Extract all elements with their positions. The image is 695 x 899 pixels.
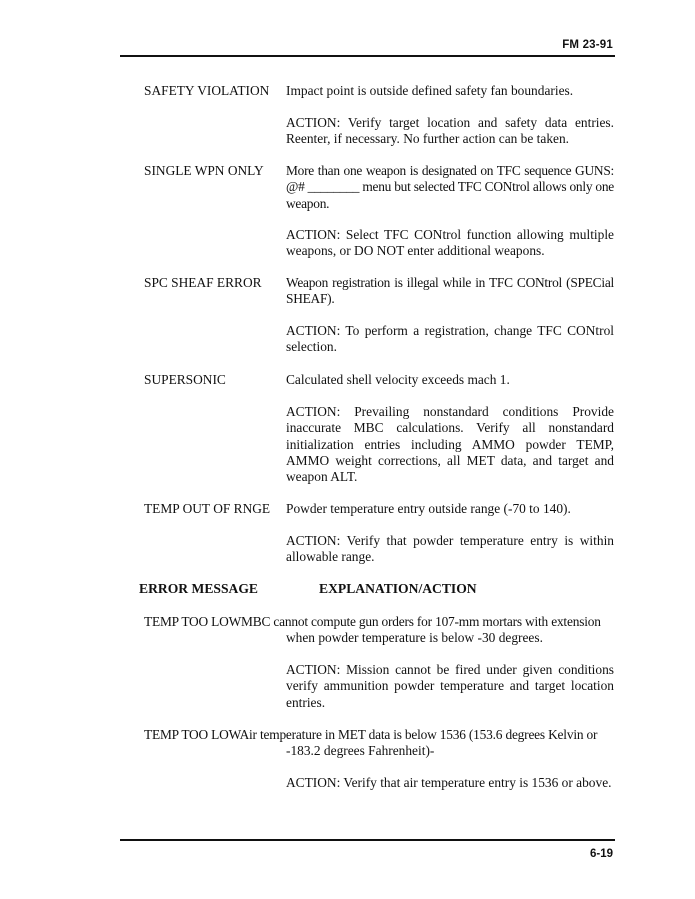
error-action: ACTION: To perform a registration, change TFC CONtrol selection.: [286, 323, 614, 355]
error-term: TEMP TOO LOW: [144, 614, 242, 629]
error-term: SUPERSONIC: [144, 372, 226, 387]
error-explanation: Powder temperature entry outside range (-70 to 140).: [286, 501, 571, 516]
header-rule: [120, 55, 615, 57]
error-explanation: Weapon registration is illegal while in TFC CONtrol (SPECial SHEAF).: [286, 275, 614, 307]
error-term: TEMP OUT OF RNGE: [144, 501, 271, 516]
column-heading-error-message: ERROR MESSAGE: [139, 581, 258, 596]
error-explanation-line: MBC cannot compute gun orders for 107-mm mortars with extension: [241, 614, 601, 629]
error-explanation: Calculated shell velocity exceeds mach 1.: [286, 372, 510, 387]
footer-rule: [120, 839, 615, 841]
error-explanation-line: Air temperature in MET data is below 1536 (153.6 degrees Kelvin or: [239, 727, 598, 742]
error-entry-inline: [144, 614, 614, 630]
error-term: TEMP TOO LOW: [144, 727, 240, 742]
error-explanation-continued: when powder temperature is below -30 degrees.: [286, 630, 543, 645]
document-id: FM 23-91: [562, 39, 613, 51]
error-term: SAFETY VIOLATION: [144, 83, 270, 98]
error-explanation: More than one weapon is designated on TFC sequence GUNS: @# ________ menu but selected TFC CONtrol allows only one weapon.: [286, 163, 614, 211]
error-action: ACTION: Mission cannot be fired under given conditions verify ammunition powder temperature and target location entries.: [286, 662, 614, 710]
column-heading-explanation-action: EXPLANATION/ACTION: [319, 581, 477, 596]
error-entry-inline: [144, 727, 614, 743]
error-term: SINGLE WPN ONLY: [144, 163, 264, 178]
error-term: SPC SHEAF ERROR: [144, 275, 262, 290]
error-action: ACTION: Verify that powder temperature entry is within allowable range.: [286, 533, 614, 565]
error-action: ACTION: Verify that air temperature entry is 1536 or above.: [286, 775, 612, 790]
page-number: 6-19: [589, 848, 613, 860]
error-action: ACTION: Verify target location and safety data entries. Reenter, if necessary. No further action can be taken.: [286, 115, 614, 147]
error-action: ACTION: Prevailing nonstandard conditions Provide inaccurate MBC calculations. Verify all nonstandard initialization entries including AMMO powder TEMP, AMMO weight corrections, all MET data, and target and weapon ALT.: [286, 404, 614, 485]
error-explanation: Impact point is outside defined safety fan boundaries.: [286, 83, 574, 98]
error-explanation-continued: -183.2 degrees Fahrenheit)-: [286, 743, 435, 758]
error-action: ACTION: Select TFC CONtrol function allowing multiple weapons, or DO NOT enter additional weapons.: [286, 227, 614, 259]
